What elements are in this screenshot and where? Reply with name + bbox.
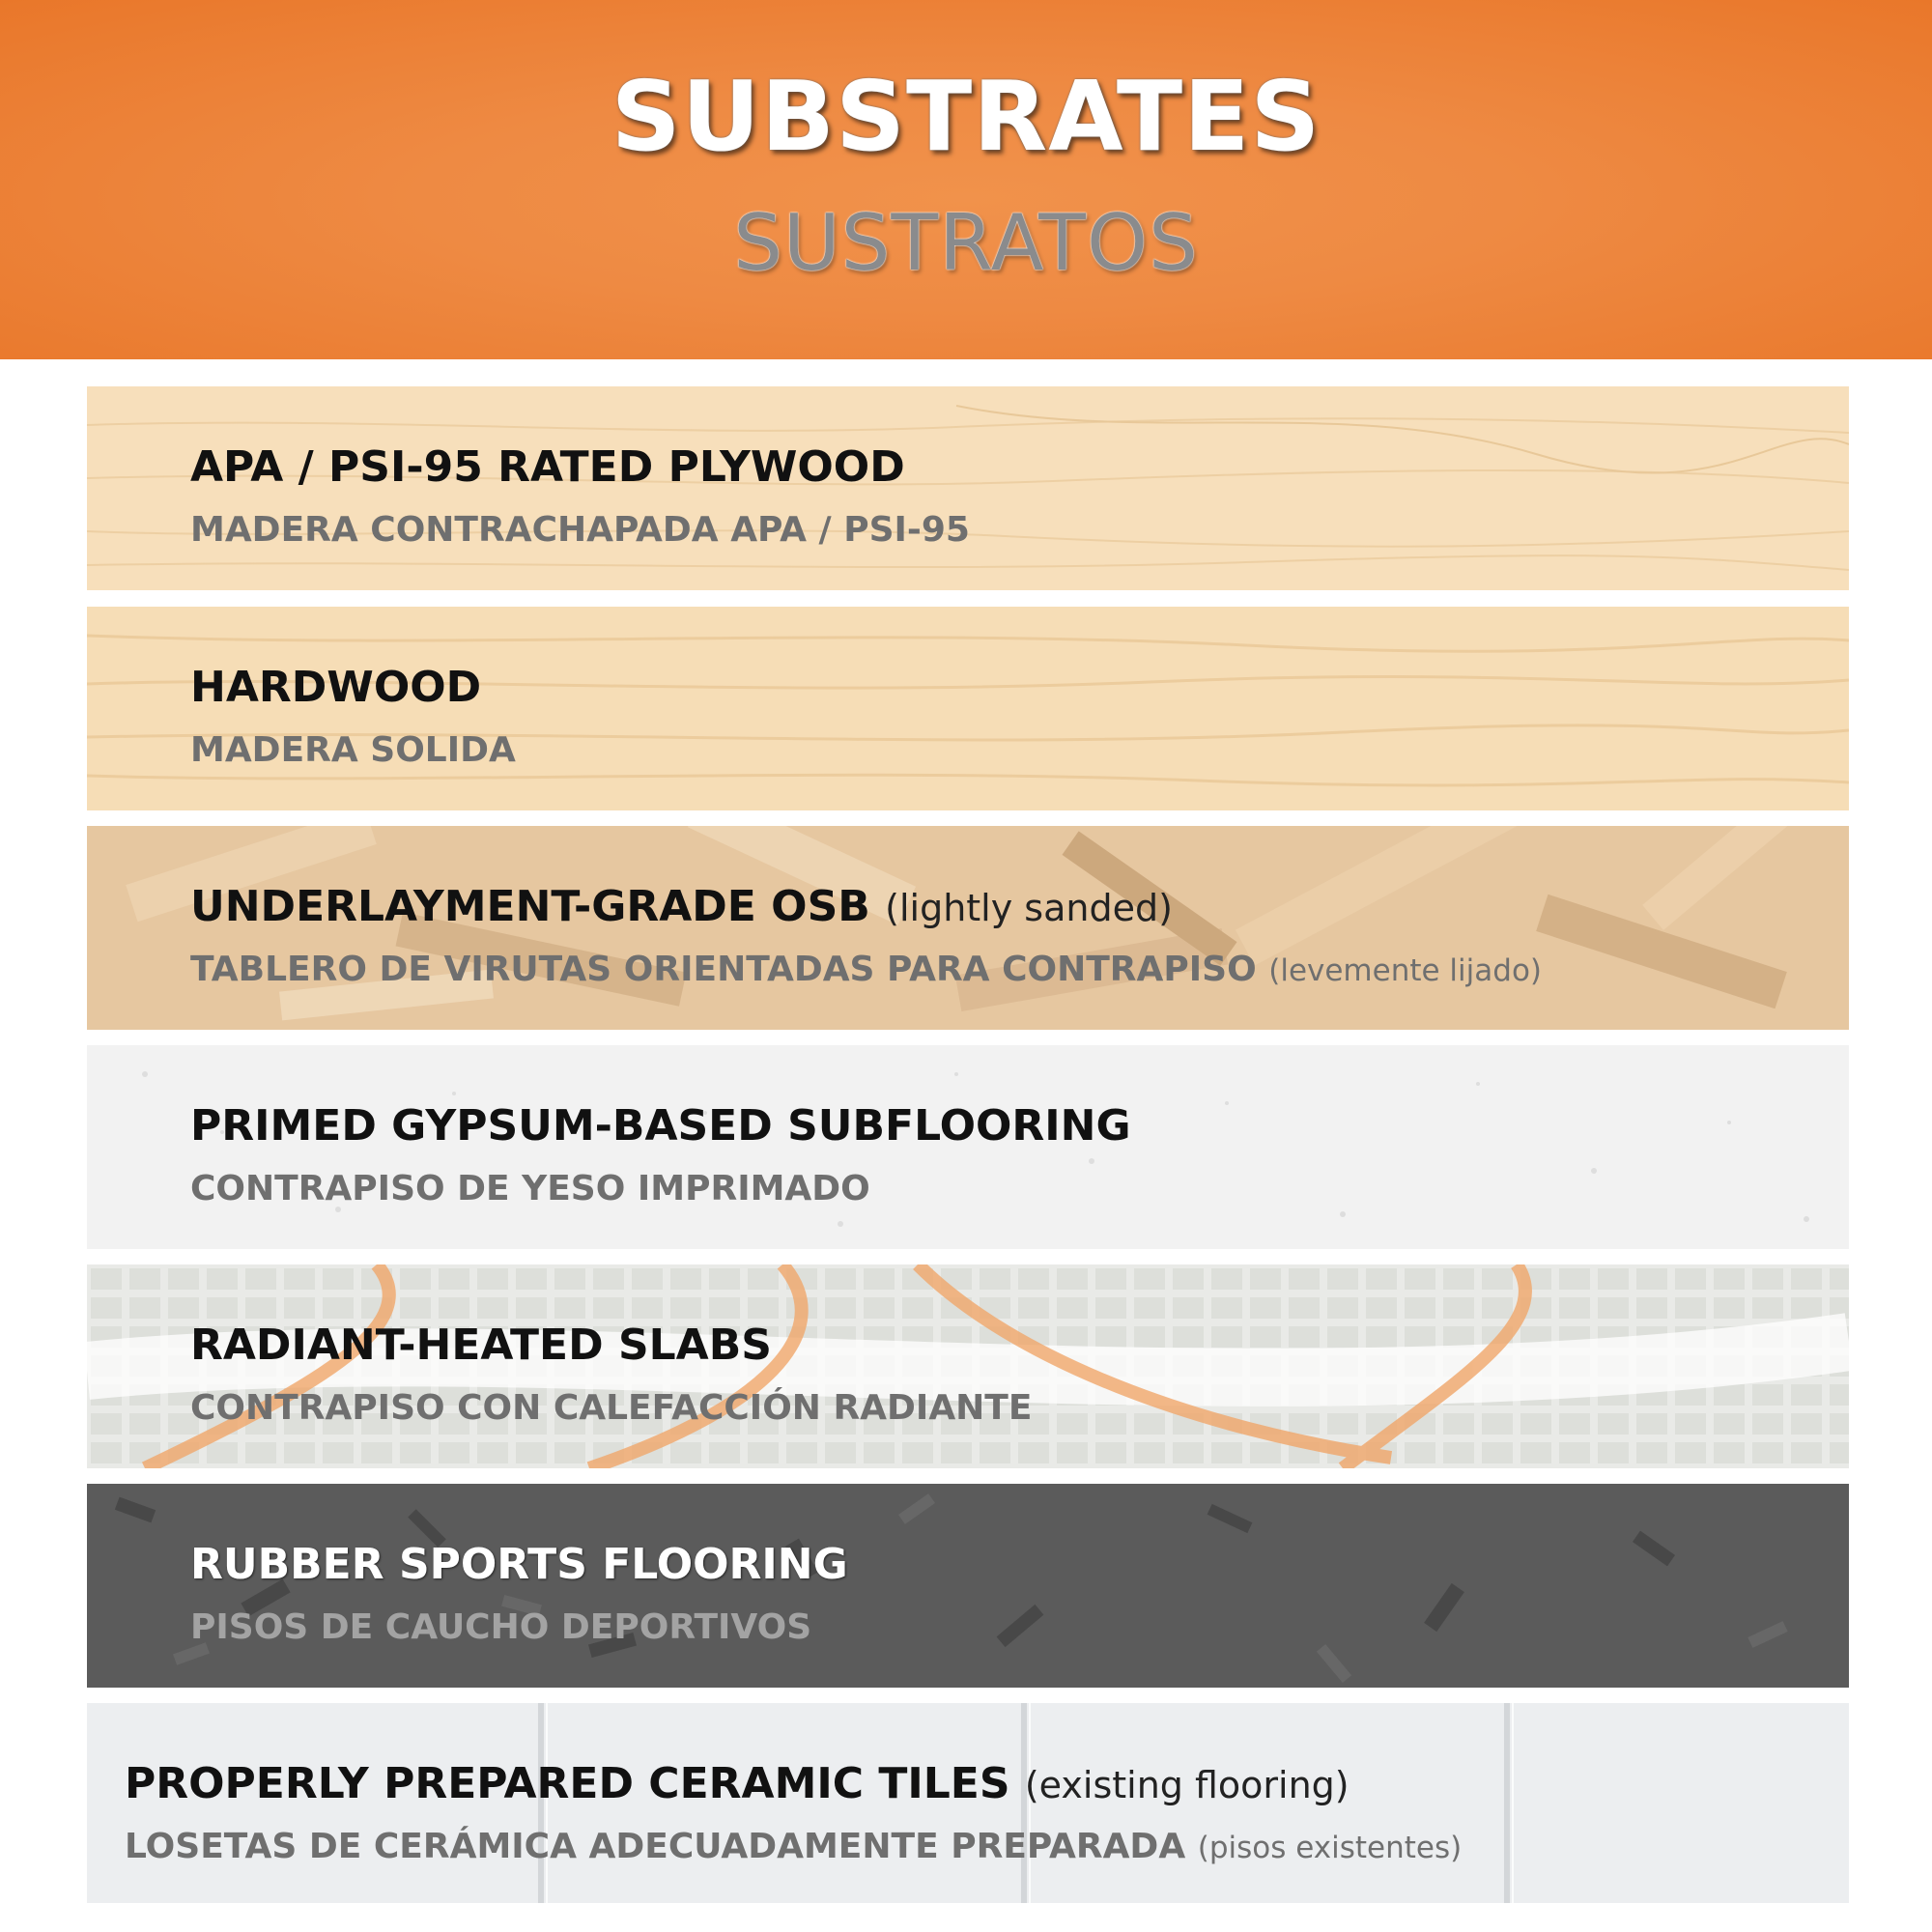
substrate-name-es	[190, 1607, 811, 1647]
substrate-name-es	[125, 1827, 1462, 1866]
substrate-plywood	[87, 386, 1849, 590]
substrate-translation: TABLERO DE VIRUTAS ORIENTADAS PARA CONTRAPISO	[190, 950, 1257, 989]
substrate-name-en	[125, 1759, 1350, 1808]
substrate-title: PROPERLY PREPARED CERAMIC TILES	[125, 1759, 1010, 1808]
substrate-title: UNDERLAYMENT-GRADE OSB	[190, 882, 870, 931]
substrate-note: (existing flooring)	[1024, 1764, 1350, 1806]
substrate-name-es	[190, 730, 516, 770]
substrate-hardwood	[87, 607, 1849, 810]
substrate-translation: MADERA CONTRACHAPADA APA / PSI-95	[190, 510, 970, 550]
substrate-name-en	[190, 1101, 1131, 1151]
substrate-name-en	[190, 663, 481, 712]
substrate-note: (lightly sanded)	[885, 887, 1173, 929]
substrate-name-es	[190, 1169, 870, 1208]
substrate-note-translation: (levemente lijado)	[1268, 953, 1543, 988]
substrate-translation: CONTRAPISO DE YESO IMPRIMADO	[190, 1169, 870, 1208]
substrate-osb	[87, 826, 1849, 1030]
substrate-translation: MADERA SOLIDA	[190, 730, 516, 770]
substrate-title: PRIMED GYPSUM-BASED SUBFLOORING	[190, 1101, 1131, 1151]
substrate-note-translation: (pisos existentes)	[1197, 1831, 1463, 1865]
substrate-translation: CONTRAPISO CON CALEFACCIÓN RADIANTE	[190, 1388, 1033, 1428]
substrate-translation: PISOS DE CAUCHO DEPORTIVOS	[190, 1607, 812, 1647]
substrate-name-en	[190, 442, 905, 492]
substrate-title: RADIANT-HEATED SLABS	[190, 1321, 772, 1370]
substrate-gypsum	[87, 1045, 1849, 1249]
page-subtitle: SUSTRATOS	[733, 198, 1199, 288]
substrate-name-en	[190, 1540, 848, 1589]
substrate-ceramic-tiles	[87, 1703, 1849, 1903]
substrate-title: APA / PSI-95 RATED PLYWOOD	[190, 442, 905, 492]
substrate-title: HARDWOOD	[190, 663, 482, 712]
substrate-name-es	[190, 950, 1542, 989]
substrate-translation: LOSETAS DE CERÁMICA ADECUADAMENTE PREPARADA	[125, 1827, 1186, 1866]
substrate-title: RUBBER SPORTS FLOORING	[190, 1540, 848, 1589]
substrate-radiant-heated	[87, 1264, 1849, 1468]
header-banner	[0, 0, 1932, 359]
substrate-name-es	[190, 510, 970, 550]
substrate-rubber	[87, 1484, 1849, 1688]
substrate-name-es	[190, 1388, 1032, 1428]
substrate-name-en	[190, 1321, 772, 1370]
page-title: SUBSTRATES	[611, 60, 1321, 173]
substrate-name-en	[190, 882, 1173, 931]
